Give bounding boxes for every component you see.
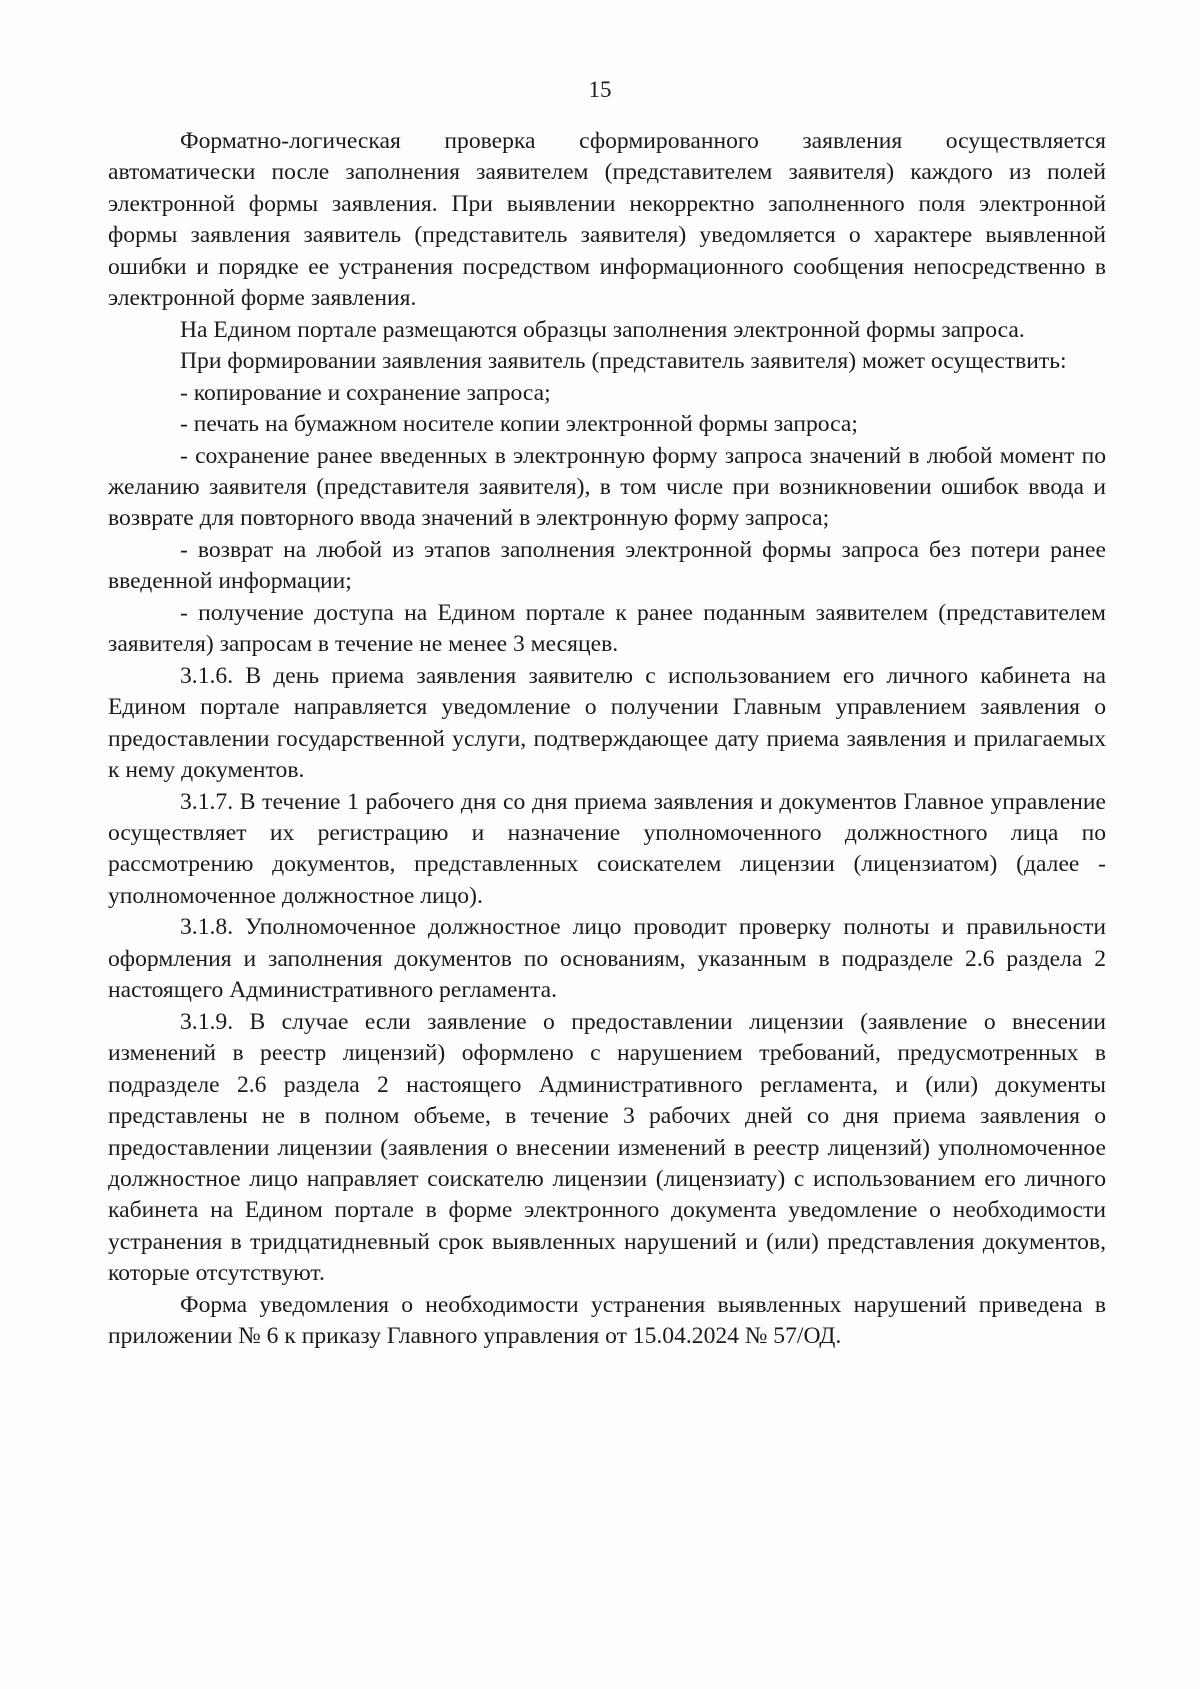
paragraph-portal-samples: На Едином портале размещаются образцы заполнения электронной формы запроса.: [180, 316, 1025, 343]
list-item: - копирование и сохранение запроса;: [180, 379, 551, 406]
paragraph-3-1-8: 3.1.8. Уполномоченное должностное лицо проводит проверку полноты и правильности оформления и заполнения документов по основаниям, указанным в подразделе 2.6 раздела 2 настоящего Административного регламента.: [108, 914, 1106, 1004]
list-item: - возврат на любой из этапов заполнения электронной формы запроса без потери ранее введенной информации;: [108, 536, 1106, 595]
list-item: - получение доступа на Едином портале к ранее поданным заявителем (представителем заявителя) запросам в течение не менее 3 месяцев.: [108, 599, 1106, 658]
paragraph-3-1-7: 3.1.7. В течение 1 рабочего дня со дня приема заявления и документов Главное управление осуществляет их регистрацию и назначение уполномоченного должностного лица по рассмотрению документов, представленных соискателем лицензии (лицензиатом) (далее - уполномоченное должностное лицо).: [108, 788, 1106, 909]
paragraph-3-1-6: 3.1.6. В день приема заявления заявителю с использованием его личного кабинета на Едином портале направляется уведомление о получении Главным управлением заявления о предоставлении государственной услуги, подтверждающее дату приема заявления и прилагаемых к нему документов.: [108, 662, 1106, 784]
paragraph-format-check: Форматно-логическая проверка сформированного заявления осуществляется автоматически после заполнения заявителем (представителем заявителя) каждого из полей электронной формы заявления. При выявлении некорректно заполненного поля электронной формы заявления заявитель (представитель заявителя) уведомляется о характере выявленной ошибки и порядке ее устранения посредством информационного сообщения непосредственно в электронной форме заявления.: [108, 128, 1106, 312]
list-item: - печать на бумажном носителе копии электронной формы запроса;: [180, 411, 858, 438]
paragraph-applicant-can: При формировании заявления заявитель (представитель заявителя) может осуществить:: [180, 348, 1067, 375]
page-number: 15: [588, 77, 612, 102]
paragraph-notification-form: Форма уведомления о необходимости устранения выявленных нарушений приведена в приложении № 6 к приказу Главного управления от 15.04.2024 № 57/ОД.: [108, 1291, 1106, 1350]
list-item: - сохранение ранее введенных в электронную форму запроса значений в любой момент по желанию заявителя (представителя заявителя), в том числе при возникновении ошибок ввода и возврате для повторного ввода значений в электронную форму запроса;: [108, 442, 1106, 532]
document-body: [108, 126, 1106, 1353]
paragraph-3-1-9: 3.1.9. В случае если заявление о предоставлении лицензии (заявление о внесении изменений в реестр лицензий) оформлено с нарушением требований, предусмотренных в подразделе 2.6 раздела 2 настоящего Административного регламента, и (или) документы представлены не в полном объеме, в течение 3 рабочих дней со дня приема заявления о предоставлении лицензии (заявления о внесении изменений в реестр лицензий) уполномоченное должностное лицо направляет соискателю лицензии (лицензиату) с использованием его личного кабинета на Едином портале в форме электронного документа уведомление о необходимости устранения в тридцатидневный срок выявленных нарушений и (или) представления документов, которые отсутствуют.: [108, 1008, 1106, 1287]
